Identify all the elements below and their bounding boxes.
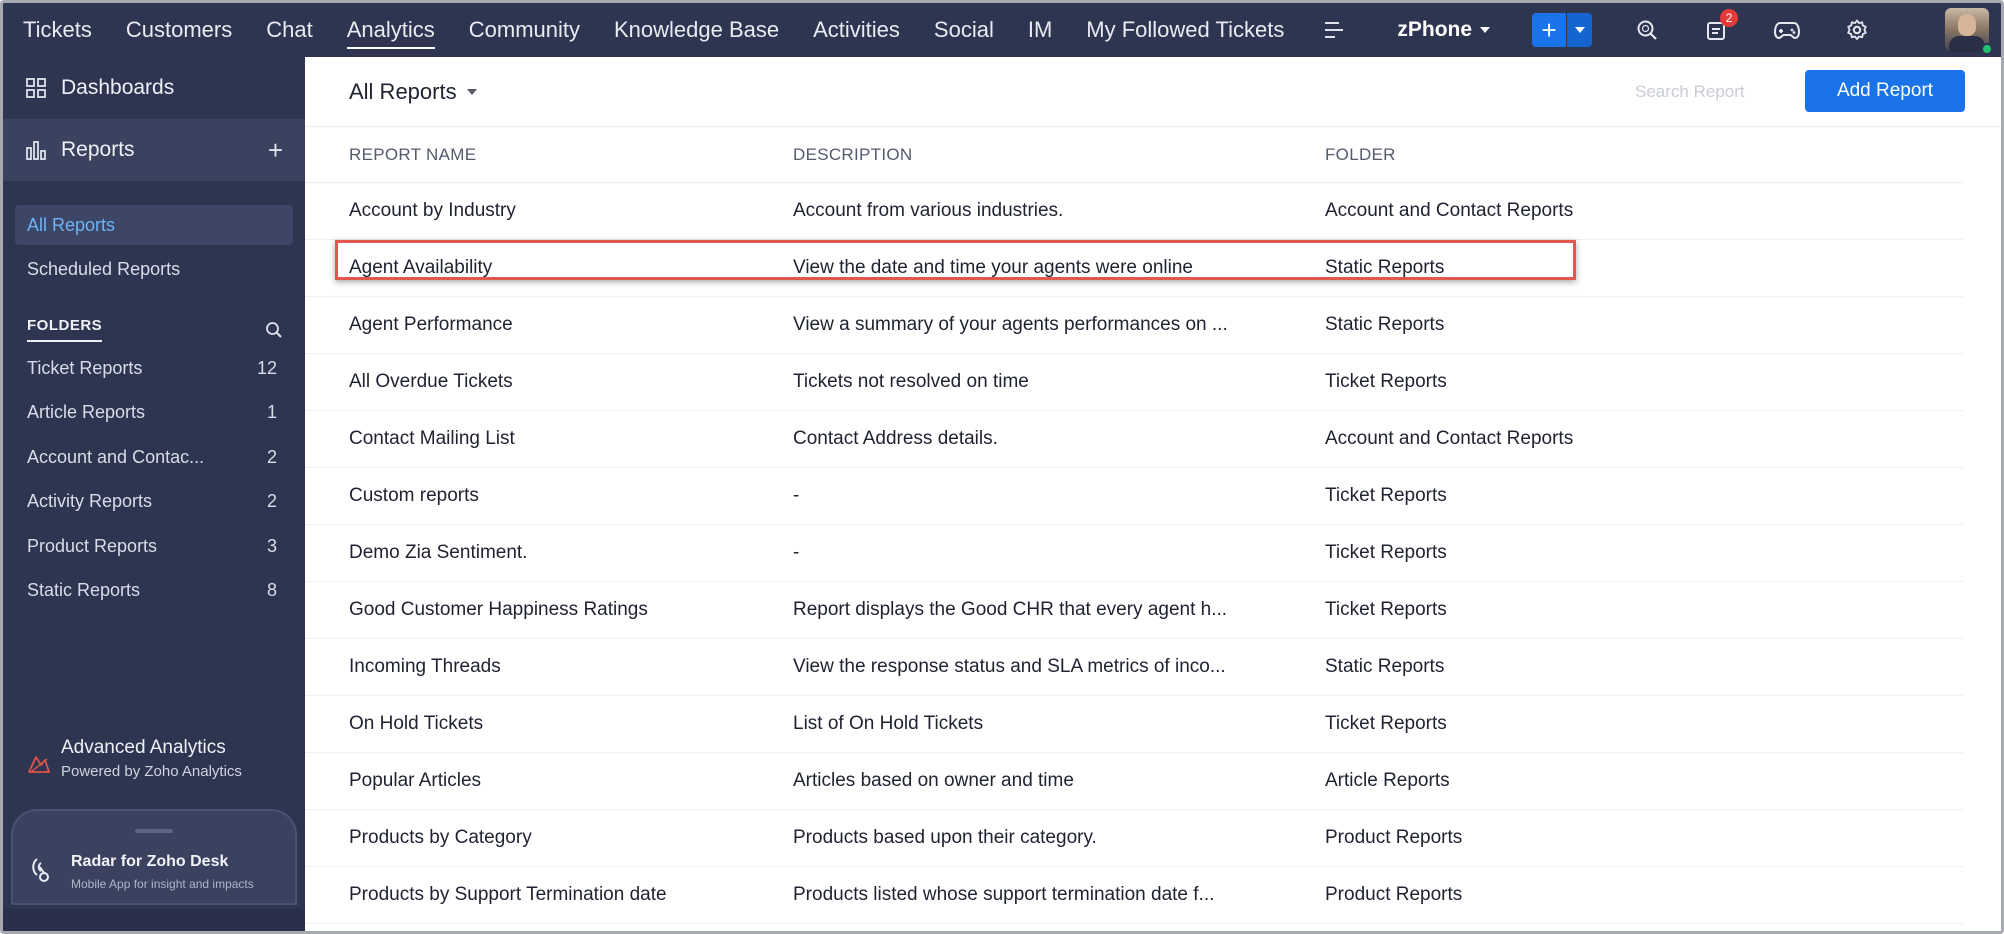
folder-count: 3 <box>266 535 277 556</box>
table-row[interactable] <box>305 411 1963 468</box>
notification-count-badge: 2 <box>1720 9 1738 27</box>
folder-count: 1 <box>266 402 277 423</box>
department-switcher[interactable] <box>1397 18 1490 42</box>
sidebar-link-all-reports[interactable]: All Reports <box>15 205 293 245</box>
table-row[interactable] <box>305 753 1963 810</box>
folder-item-static-reports[interactable] <box>3 569 305 614</box>
report-name[interactable]: Good Customer Happiness Ratings <box>349 599 648 620</box>
folder-count: 12 <box>256 357 277 378</box>
column-header-description: DESCRIPTION <box>793 144 913 164</box>
report-folder: Ticket Reports <box>1325 371 1447 392</box>
folder-item-account-contact-reports[interactable] <box>3 435 305 480</box>
view-title: All Reports <box>349 78 457 104</box>
bar-chart-icon <box>25 139 47 161</box>
folder-label: Activity Reports <box>27 491 153 512</box>
table-row[interactable] <box>305 867 1963 924</box>
chevron-down-icon <box>1575 27 1585 33</box>
report-description: Products based upon their category. <box>793 827 1097 848</box>
tab-social[interactable]: Social <box>933 17 994 42</box>
game-icon[interactable] <box>1772 15 1802 45</box>
folder-item-product-reports[interactable] <box>3 524 305 569</box>
report-folder: Ticket Reports <box>1325 485 1447 506</box>
radar-title: Radar for Zoho Desk <box>71 853 229 870</box>
reports-table <box>305 127 2004 924</box>
table-row[interactable] <box>305 183 1963 240</box>
reports-main-panel <box>305 57 2004 934</box>
report-description: View the date and time your agents were online <box>793 257 1193 278</box>
sidebar-item-label: Dashboards <box>61 76 175 99</box>
avatar-body <box>1949 36 1985 52</box>
sidebar-item-dashboards[interactable] <box>3 57 305 119</box>
tab-knowledge-base[interactable]: Knowledge Base <box>614 17 780 42</box>
report-name[interactable]: Products by Category <box>349 827 532 848</box>
column-header-report-name[interactable]: REPORT NAME <box>349 144 477 164</box>
tab-tickets[interactable]: Tickets <box>23 17 92 42</box>
radar-app-promo[interactable] <box>11 809 297 905</box>
phone-notch <box>135 829 173 833</box>
report-folder: Static Reports <box>1325 257 1445 278</box>
report-folder: Article Reports <box>1325 770 1450 791</box>
add-report-button[interactable]: Add Report <box>1805 70 1965 112</box>
report-description: Contact Address details. <box>793 428 998 449</box>
folder-label: Product Reports <box>27 535 158 556</box>
report-description: - <box>793 485 800 506</box>
report-description: View the response status and SLA metrics of inco... <box>793 656 1226 677</box>
menu-icon[interactable] <box>1325 22 1347 38</box>
folder-item-article-reports[interactable] <box>3 391 305 436</box>
plus-icon[interactable]: + <box>1532 13 1566 47</box>
report-folder: Static Reports <box>1325 314 1445 335</box>
report-folder: Ticket Reports <box>1325 599 1447 620</box>
tab-chat[interactable]: Chat <box>266 17 313 42</box>
table-row[interactable] <box>305 240 1963 297</box>
sidebar-footer <box>3 909 305 934</box>
report-description: Articles based on owner and time <box>793 770 1074 791</box>
report-folder: Ticket Reports <box>1325 542 1447 563</box>
add-report-plus-icon[interactable]: + <box>267 134 283 165</box>
folder-label: Article Reports <box>27 402 146 423</box>
report-description: - <box>793 542 800 563</box>
advanced-analytics-title: Advanced Analytics <box>61 737 226 758</box>
tab-activities[interactable]: Activities <box>813 17 900 42</box>
top-navigation-bar <box>3 3 2001 57</box>
folder-list <box>3 346 305 613</box>
reports-table-body <box>305 127 1963 924</box>
report-name[interactable]: Custom reports <box>349 485 479 506</box>
report-name[interactable]: Incoming Threads <box>349 656 501 677</box>
chevron-down-icon <box>1480 27 1490 33</box>
sidebar-link-scheduled-reports[interactable]: Scheduled Reports <box>27 259 181 279</box>
sidebar-item-label: Reports <box>61 138 135 161</box>
table-row[interactable] <box>305 810 1963 867</box>
avatar-face <box>1958 14 1976 36</box>
report-description: Tickets not resolved on time <box>793 371 1029 392</box>
module-tabs <box>3 3 1301 57</box>
folders-header <box>27 317 283 342</box>
online-status-indicator <box>1981 43 1993 55</box>
settings-icon[interactable] <box>1842 15 1872 45</box>
report-name[interactable]: Popular Articles <box>349 770 482 791</box>
folder-count: 8 <box>266 580 277 601</box>
table-row[interactable] <box>305 525 1963 582</box>
report-description: List of On Hold Tickets <box>793 713 984 734</box>
new-item-dropdown[interactable] <box>1566 13 1592 47</box>
sidebar-item-reports[interactable] <box>3 119 305 181</box>
report-folder: Account and Contact Reports <box>1325 428 1574 449</box>
tab-analytics[interactable]: Analytics <box>330 3 452 57</box>
analytics-sidebar <box>3 57 305 934</box>
table-row[interactable] <box>305 297 1963 354</box>
radar-subtitle: Mobile App for insight and impacts <box>71 877 254 891</box>
report-name[interactable]: Agent Availability <box>349 257 493 278</box>
dashboard-icon <box>25 77 47 99</box>
report-name[interactable]: Agent Performance <box>349 314 513 335</box>
folder-search-icon[interactable] <box>265 321 283 339</box>
search-icon[interactable] <box>1632 15 1662 45</box>
column-header-folder[interactable]: FOLDER <box>1325 144 1396 164</box>
report-description: Products listed whose support termination date f... <box>793 884 1215 905</box>
folder-item-ticket-reports[interactable] <box>3 346 305 391</box>
report-description: Report displays the Good CHR that every agent h... <box>793 599 1228 620</box>
folder-label: Static Reports <box>27 580 141 601</box>
view-selector[interactable] <box>349 79 477 105</box>
table-row[interactable] <box>305 354 1963 411</box>
table-row[interactable] <box>305 639 1963 696</box>
notifications-icon[interactable] <box>1702 11 1733 45</box>
report-name[interactable]: Account by Industry <box>349 200 516 221</box>
report-folder: Account and Contact Reports <box>1325 200 1574 221</box>
report-folder: Static Reports <box>1325 656 1445 677</box>
folder-label: Ticket Reports <box>27 357 143 378</box>
advanced-analytics-subtitle: Powered by Zoho Analytics <box>61 763 242 780</box>
department-name: zPhone <box>1397 18 1473 41</box>
table-row[interactable] <box>305 468 1963 525</box>
table-row[interactable] <box>305 582 1963 639</box>
report-folder: Product Reports <box>1325 827 1463 848</box>
report-name[interactable]: Contact Mailing List <box>349 428 515 449</box>
advanced-analytics-link[interactable] <box>27 737 242 780</box>
reports-header <box>305 57 2004 127</box>
folder-count: 2 <box>266 446 277 467</box>
folder-label: Account and Contac... <box>27 446 205 467</box>
table-row[interactable] <box>305 696 1963 753</box>
folders-label: FOLDERS <box>27 317 102 342</box>
report-name[interactable]: Products by Support Termination date <box>349 884 667 905</box>
tab-im[interactable]: IM <box>1027 17 1053 42</box>
radar-icon <box>29 855 55 885</box>
table-header-row <box>305 127 1963 183</box>
folder-count: 2 <box>266 491 277 512</box>
report-description: Account from various industries. <box>793 200 1064 221</box>
report-name[interactable]: All Overdue Tickets <box>349 371 513 392</box>
report-name[interactable]: On Hold Tickets <box>349 713 484 734</box>
report-folder: Product Reports <box>1325 884 1463 905</box>
report-name[interactable]: Demo Zia Sentiment. <box>349 542 528 563</box>
tab-community[interactable]: Community <box>468 17 580 42</box>
report-folder: Ticket Reports <box>1325 713 1447 734</box>
tab-customers[interactable]: Customers <box>125 17 233 42</box>
folder-item-activity-reports[interactable] <box>3 480 305 525</box>
report-description: View a summary of your agents performances on ... <box>793 314 1228 335</box>
advanced-analytics-icon <box>27 751 51 775</box>
new-item-button-group <box>1532 13 1592 47</box>
search-report-input[interactable] <box>1635 73 1785 111</box>
chevron-down-icon <box>467 89 477 95</box>
tab-my-followed-tickets[interactable]: My Followed Tickets <box>1086 17 1285 42</box>
